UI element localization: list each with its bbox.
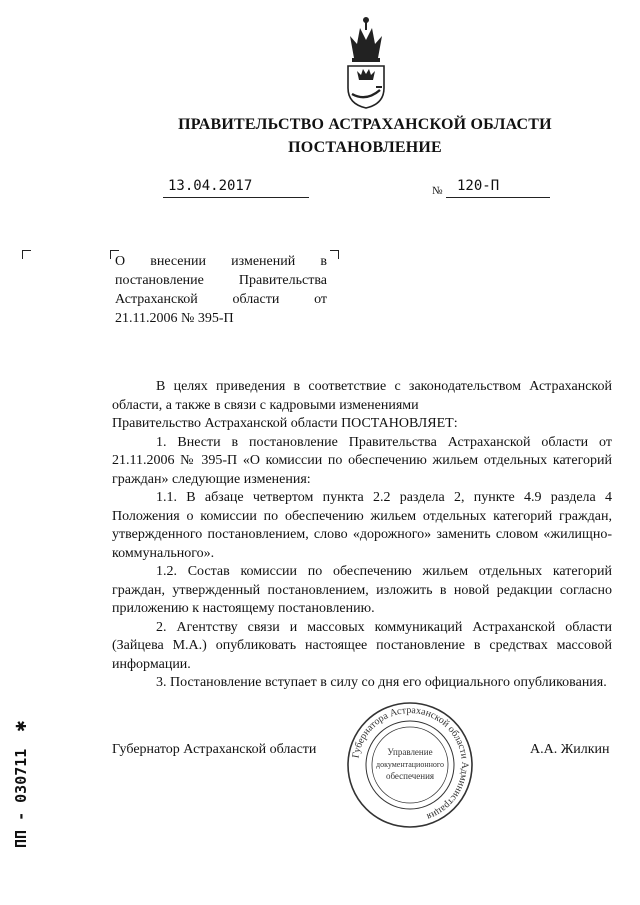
item-2: 2. Агентству связи и массовых коммуникаций Астраханской области (Зайцева М.А.) опубликовать настоящее постановление в средствах массовой информации. bbox=[112, 619, 612, 672]
stamp-line: Управление bbox=[387, 747, 433, 757]
document-subject bbox=[115, 252, 327, 328]
signatory-name: А.А. Жилкин bbox=[530, 742, 610, 757]
preamble-paragraph: В целях приведения в соответствие с законодательством Астраханской области, а также в связи с кадровыми изменениями bbox=[112, 379, 612, 413]
number-underline bbox=[446, 197, 550, 198]
subject-line: О внесении изменений в bbox=[115, 254, 327, 269]
item-1-1: 1.1. В абзаце четвертом пункта 2.2 раздела 2, пункте 4.9 раздела 4 Положения о комиссии по обеспечению жильем отдельных категорий граждан, утвержденного постановлением, слово «дорожного» заменить словом «жилищно-коммунального». bbox=[112, 490, 612, 561]
subject-line: постановление Правительства bbox=[115, 273, 327, 288]
signatory-title: Губернатор Астраханской области bbox=[112, 742, 317, 757]
left-margin-corner-mark bbox=[22, 250, 31, 259]
number-label: № bbox=[432, 185, 443, 197]
resolution-clause: Правительство Астраханской области ПОСТАНОВЛЯЕТ: bbox=[112, 416, 458, 431]
registration-number-text: ПП - 030711 bbox=[12, 748, 30, 848]
date-underline bbox=[163, 197, 309, 198]
stamp-outer-text: Губернатора Астраханской области Администрация bbox=[350, 704, 471, 822]
document-number: 120-П bbox=[457, 178, 500, 194]
item-1: 1. Внести в постановление Правительства Астраханской области от 21.11.2006 № 395-П «О комиссии по обеспечению жильем отдельных категорий граждан» следующие изменения: bbox=[112, 434, 612, 487]
subject-corner-mark-right bbox=[330, 250, 339, 259]
coat-of-arms-icon bbox=[340, 14, 392, 110]
registration-number bbox=[4, 700, 34, 850]
asterisk-icon: ✱ bbox=[14, 720, 30, 732]
stamp-line: документационного bbox=[376, 760, 444, 769]
document-type-title: ПОСТАНОВЛЕНИЕ bbox=[288, 139, 442, 156]
official-stamp bbox=[345, 700, 475, 830]
document-date: 13.04.2017 bbox=[168, 178, 253, 194]
item-1-2: 1.2. Состав комиссии по обеспечению жильем отдельных категорий граждан, утвержденный постановлением, изложить в новой редакции согласно приложению к настоящему постановлению. bbox=[112, 564, 612, 616]
item-3: 3. Постановление вступает в силу со дня его официального опубликования. bbox=[156, 675, 607, 690]
government-title: ПРАВИТЕЛЬСТВО АСТРАХАНСКОЙ ОБЛАСТИ bbox=[178, 116, 552, 133]
subject-line: 21.11.2006 № 395-П bbox=[115, 311, 234, 326]
stamp-line: обеспечения bbox=[385, 771, 435, 781]
document-body bbox=[112, 378, 612, 693]
subject-line: Астраханской области от bbox=[115, 292, 327, 307]
